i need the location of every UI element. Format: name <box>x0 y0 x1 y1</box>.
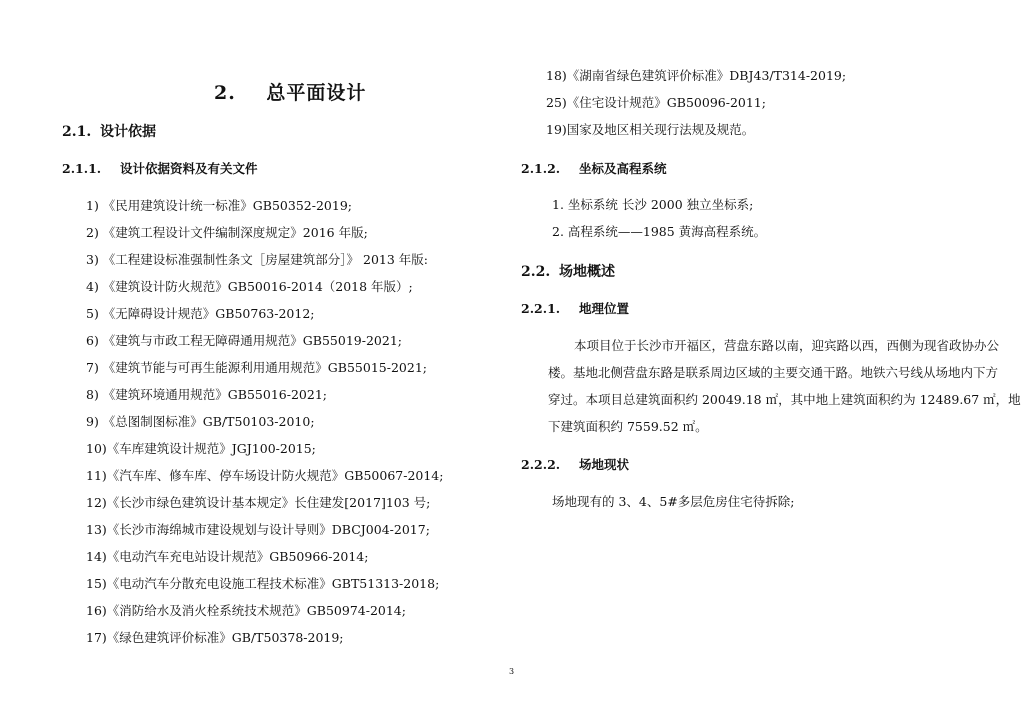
list-item: 15)《电动汽车分散充电设施工程技术标准》GBT51313-2018; <box>86 576 440 591</box>
list-item: 6) 《建筑与市政工程无障碍通用规范》GB55019-2021; <box>86 333 402 348</box>
page-number: 3 <box>509 667 515 676</box>
heading-text: 场地概述 <box>559 264 615 280</box>
paragraph-line: 楼。基地北侧营盘东路是联系周边区域的主要交通干路。地铁六号线从场地内下方 <box>548 365 999 380</box>
list-item: 8) 《建筑环境通用规范》GB55016-2021; <box>86 387 327 402</box>
heading-text: 设计依据资料及有关文件 <box>120 161 258 176</box>
title-number: 2. <box>214 82 236 104</box>
heading-2-2-1 <box>521 299 629 317</box>
list-item: 19)国家及地区相关现行法规及规范。 <box>546 122 755 137</box>
heading-number: 2.1.2. <box>521 161 561 176</box>
heading-text: 设计依据 <box>100 124 156 140</box>
page-title <box>214 78 366 105</box>
heading-2-2 <box>521 261 615 281</box>
list-item: 3) 《工程建设标准强制性条文［房屋建筑部分］》 2013 年版: <box>86 252 429 267</box>
list-item: 17)《绿色建筑评价标准》GB/T50378-2019; <box>86 630 344 645</box>
list-item: 11)《汽车库、修车库、停车场设计防火规范》GB50067-2014; <box>86 468 444 483</box>
heading-number: 2.1. <box>62 124 92 140</box>
heading-number: 2.2.1. <box>521 301 561 316</box>
list-item: 18)《湖南省绿色建筑评价标准》DBJ43/T314-2019; <box>546 68 847 83</box>
heading-2-1-2 <box>521 159 667 177</box>
list-item: 10)《车库建筑设计规范》JGJ100-2015; <box>86 441 316 456</box>
coordinate-list <box>552 192 766 245</box>
list-item: 7) 《建筑节能与可再生能源利用通用规范》GB55015-2021; <box>86 360 427 375</box>
heading-number: 2.2. <box>521 264 551 280</box>
location-paragraph <box>548 332 1021 440</box>
site-status-text: 场地现有的 3、4、5#多层危房住宅待拆除; <box>552 494 795 509</box>
heading-2-1 <box>62 121 156 141</box>
list-item: 14)《电动汽车充电站设计规范》GB50966-2014; <box>86 549 369 564</box>
heading-text: 地理位置 <box>579 301 630 316</box>
reference-list-right <box>546 62 846 143</box>
heading-2-1-1 <box>62 159 258 177</box>
heading-number: 2.2.2. <box>521 457 561 472</box>
heading-text: 坐标及高程系统 <box>579 161 667 176</box>
paragraph-line: 穿过。本项目总建筑面积约 20049.18 ㎡，其中地上建筑面积约为 12489.67 ㎡，地 <box>548 392 1021 407</box>
paragraph-line: 下建筑面积约 7559.52 ㎡。 <box>548 419 708 434</box>
list-item: 25)《住宅设计规范》GB50096-2011; <box>546 95 766 110</box>
title-text: 总平面设计 <box>266 82 367 104</box>
list-item: 12)《长沙市绿色建筑设计基本规定》长住建发[2017]103 号; <box>86 495 431 510</box>
list-item: 4) 《建筑设计防火规范》GB50016-2014（2018 年版）; <box>86 279 413 294</box>
list-item: 2. 高程系统——1985 黄海高程系统。 <box>552 224 767 239</box>
list-item: 1) 《民用建筑设计统一标准》GB50352-2019; <box>86 198 352 213</box>
paragraph-line: 本项目位于长沙市开福区，营盘东路以南，迎宾路以西，西侧为现省政协办公 <box>574 338 1000 353</box>
list-item: 16)《消防给水及消火栓系统技术规范》GB50974-2014; <box>86 603 406 618</box>
heading-number: 2.1.1. <box>62 161 102 176</box>
reference-list-left <box>86 192 443 651</box>
heading-text: 场地现状 <box>579 457 630 472</box>
list-item: 2) 《建筑工程设计文件编制深度规定》2016 年版; <box>86 225 368 240</box>
list-item: 1. 坐标系统 长沙 2000 独立坐标系; <box>552 197 754 212</box>
list-item: 5) 《无障碍设计规范》GB50763-2012; <box>86 306 315 321</box>
list-item: 13)《长沙市海绵城市建设规划与设计导则》DBCJ004-2017; <box>86 522 430 537</box>
heading-2-2-2 <box>521 455 629 473</box>
list-item: 9) 《总图制图标准》GB/T50103-2010; <box>86 414 315 429</box>
